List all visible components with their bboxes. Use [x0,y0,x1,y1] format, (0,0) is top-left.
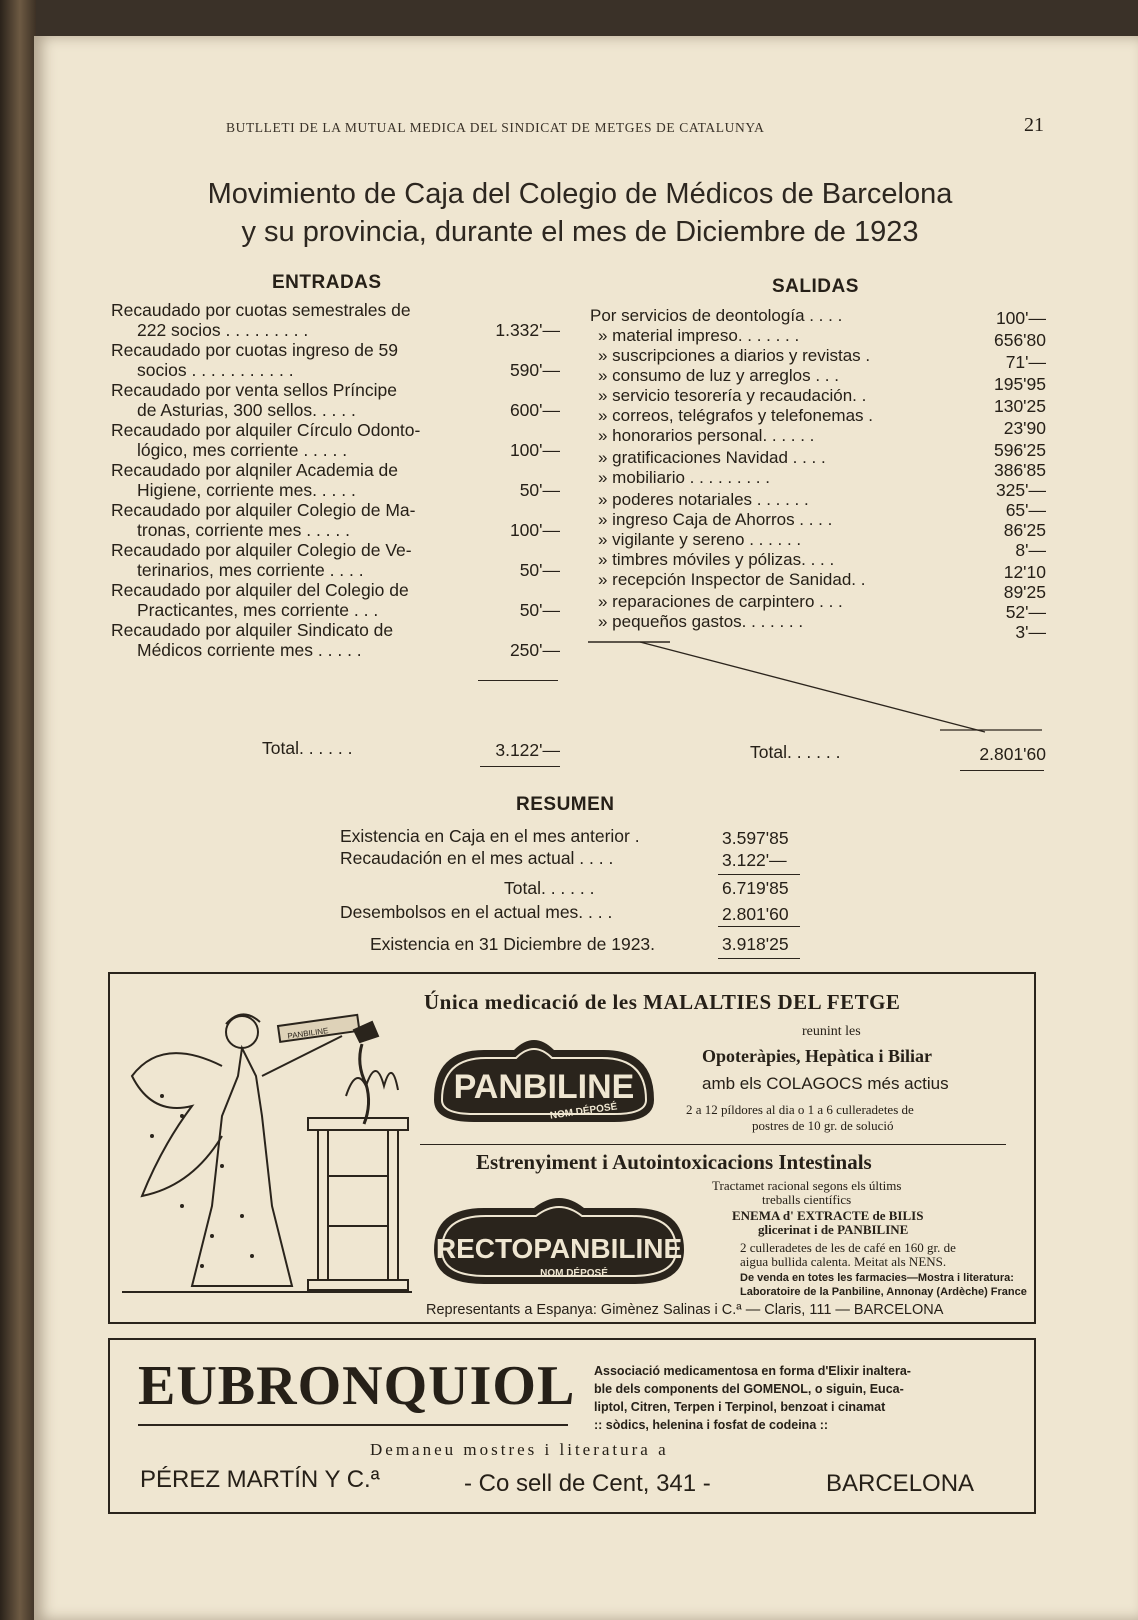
eubronquiol-address-city: BARCELONA [826,1470,975,1497]
entrada-line: 222 socios . . . . . . . . . [137,320,309,340]
panbiline-opoterapies: Opoteràpies, Hepàtica i Biliar [702,1046,932,1066]
rectopanbiline-brand: RECTOPANBILINE [435,1233,683,1264]
resumen-amount: 3.597'85 [722,828,789,848]
eubronquiol-brand-underline [138,1424,568,1426]
entrada-line: Recaudado por alquiler Sindicato de [111,620,394,640]
entrada-line: tronas, corriente mes . . . . . [137,520,350,540]
salida-amount: 3'— [1015,622,1046,642]
salida-label: » vigilante y sereno . . . . . . [598,530,802,549]
resumen-label: Existencia en Caja en el mes anterior . [340,826,640,846]
book-binding [0,0,36,1620]
entrada-line: Practicantes, mes corriente . . . [137,600,379,620]
entradas-heading: ENTRADAS [272,272,382,293]
salida-amount: 596'25 [993,440,1046,460]
salidas-total-amount: 2.801'60 [979,744,1046,764]
resumen-rule [718,874,800,875]
rectopanbiline-logo [424,1188,694,1294]
panbiline-logo [424,1030,664,1130]
entrada-line: Recaudado por alquiler del Colegio de [111,580,409,600]
panbiline-representants: Representants a Espanya: Gimènez Salinas i C.ª — Claris, 111 — BARCELONA [426,1302,944,1318]
eubronquiol-demaneu: Demaneu mostres i literatura a [370,1440,669,1459]
entrada-amount: 590'— [509,360,560,380]
rectopanbiline-enema-line-2: glicerinat i de PANBILINE [758,1222,909,1237]
eubronquiol-desc-line-2: ble dels components del GOMENOL, o siguin, Euca- [594,1382,904,1396]
entrada-amount: 100'— [509,440,560,460]
salida-amount: 12'10 [1003,562,1046,582]
salidas-heading: SALIDAS [772,276,859,297]
entrada-amount: 1.332'— [495,320,560,340]
salidas-total-underline [960,770,1044,771]
entrada-line: Recaudado por alquiler Colegio de Ve- [111,540,412,560]
salidas-total-label: Total. . . . . . [750,742,841,762]
entrada-line: Higiene, corriente mes. . . . . [137,480,356,500]
entrada-amount: 250'— [509,640,560,660]
salida-amount: 65'— [1005,500,1046,520]
resumen-amount: 6.719'85 [722,878,789,898]
eubronquiol-desc-line-1: Associació medicamentosa en forma d'Elixir inaltera- [594,1364,911,1378]
resumen-heading: RESUMEN [516,794,615,815]
panbiline-nom-depose: NOM DÉPOSÉ [549,1101,618,1122]
salida-label: » poderes notariales . . . . . . [598,490,809,509]
panbiline-reunint: reunint les [802,1024,861,1039]
salida-amount: 656'80 [993,330,1046,350]
salida-label: » material impreso. . . . . . . [598,326,800,345]
salida-amount: 386'85 [993,460,1046,480]
eubronquiol-desc-line-4: :: sòdics, helenina i fosfat de codeina :: [594,1418,829,1432]
eubronquiol-brand: EUBRONQUIOL [138,1355,576,1417]
entrada-line: Recaudado por alqniler Academia de [111,460,398,480]
entrada-amount: 100'— [509,520,560,540]
rectopanbiline-dose-line-1: 2 culleradetes de les de café en 160 gr. de [740,1240,956,1255]
resumen-label: Desembolsos en el actual mes. . . . [340,902,613,922]
salida-amount: 100'— [995,308,1046,328]
salida-amount: 195'95 [993,374,1046,394]
entrada-line: Médicos corriente mes . . . . . [137,640,362,660]
woman-pouring-figure-illustration [122,1006,412,1306]
rectopanbiline-tract-line-1: Tractamet racional segons els últims [712,1178,902,1193]
resumen-rule [718,926,800,927]
rectopanbiline-venda-line-1: De venda en totes les farmacies—Mostra i literatura: [740,1272,1014,1284]
title-line-1: Movimiento de Caja del Colegio de Médicos de Barcelona [207,178,953,210]
salida-label: » consumo de luz y arreglos . . . [598,366,839,385]
entrada-line: Recaudado por venta sellos Príncipe [111,380,398,400]
eubronquiol-desc-line-3: liptol, Citren, Terpen i Terpinol, benzoat i cinamat [594,1400,886,1414]
resumen-label: Total. . . . . . [504,878,595,898]
rectopanbiline-venda-line-2: Laboratoire de la Panbiline, Annonay (Ardèche) France [740,1286,1027,1298]
salida-label: » correos, telégrafos y telefonemas . [598,406,873,425]
rectopanbiline-enema-line-1: ENEMA d' EXTRACTE de BILIS [732,1208,924,1223]
rectopanbiline-nom-depose: NOM DÉPOSÉ [540,1268,608,1279]
entrada-line: socios . . . . . . . . . . . [137,360,294,380]
salida-label: » pequeños gastos. . . . . . . [598,612,804,631]
panbiline-colagocs: amb els COLAGOCS més actius [702,1074,949,1093]
resumen-amount: 3.918'25 [722,934,789,954]
panbiline-brand: PANBILINE [453,1068,635,1106]
entrada-line: Recaudado por alquiler Círculo Odonto- [111,420,421,440]
panbiline-headline-2: Estrenyiment i Autointoxicacions Intestinals [476,1150,872,1174]
panbiline-dose-line-2: postres de 10 gr. de solució [752,1118,894,1133]
panbiline-divider [420,1144,1006,1145]
resumen-label: Recaudación en el mes actual . . . . [340,848,614,868]
salida-label: » ingreso Caja de Ahorros . . . . [598,510,833,529]
eubronquiol-address-company: PÉREZ MARTÍN Y C.ª [140,1466,380,1493]
bottle-label: PANBILINE [286,1026,329,1041]
entrada-line: lógico, mes corriente . . . . . [137,440,348,460]
salida-label: » servicio tesorería y recaudación. . [598,386,867,405]
salida-amount: 52'— [1005,602,1046,622]
entradas-total-amount: 3.122'— [495,740,560,760]
resumen-label: Existencia en 31 Diciembre de 1923. [370,934,656,954]
salida-amount: 71'— [1005,352,1046,372]
panbiline-headline: Única medicació de les MALALTIES DEL FETGE [424,990,901,1014]
entrada-line: Recaudado por cuotas semestrales de [111,300,411,320]
entradas-total-underline [480,766,560,767]
salida-label: » honorarios personal. . . . . . [598,426,815,445]
panbiline-dose-line-1: 2 a 12 píldores al dia o 1 a 6 culleradetes de [686,1102,914,1117]
entradas-sum-rule [478,680,558,681]
salidas-diagonal-rule [580,630,1050,740]
entrada-line: Recaudado por cuotas ingreso de 59 [111,340,399,360]
entrada-amount: 50'— [519,560,560,580]
salida-amount: 89'25 [1003,582,1046,602]
salida-amount: 8'— [1015,540,1046,560]
entradas-total-label: Total. . . . . . [262,738,353,758]
salida-label: » suscripciones a diarios y revistas . [598,346,871,365]
salida-label: » reparaciones de carpintero . . . [598,592,843,611]
entrada-line: de Asturias, 300 sellos. . . . . [137,400,356,420]
page-number: 21 [1024,114,1044,136]
entrada-line: Recaudado por alquiler Colegio de Ma- [111,500,416,520]
salida-label: » recepción Inspector de Sanidad. . [598,570,866,589]
resumen-amount: 2.801'60 [722,904,789,924]
salida-amount: 23'90 [1003,418,1046,438]
entrada-line: terinarios, mes corriente . . . . [137,560,364,580]
salida-label: » gratificaciones Navidad . . . . [598,448,826,467]
resumen-final-underline [718,958,800,959]
title-line-2: y su provincia, durante el mes de Diciembre de 1923 [241,216,919,248]
rectopanbiline-dose-line-2: aigua bullida calenta. Meitat als NENS. [740,1254,947,1269]
resumen-amount: 3.122'— [722,850,787,870]
salida-amount: 86'25 [1003,520,1046,540]
salida-label: » timbres móviles y pólizas. . . . [598,550,835,569]
running-header: BUTLLETI DE LA MUTUAL MEDICA DEL SINDICAT DE METGES DE CATALUNYA [226,120,765,135]
salida-label: Por servicios de deontología . . . . [590,306,843,325]
entrada-amount: 600'— [509,400,560,420]
salida-amount: 130'25 [993,396,1046,416]
salida-amount: 325'— [995,480,1046,500]
entrada-amount: 50'— [519,480,560,500]
entrada-amount: 50'— [519,600,560,620]
rectopanbiline-tract-line-2: treballs científics [762,1192,852,1207]
eubronquiol-address-street: - Co sell de Cent, 341 - [464,1470,711,1497]
salida-label: » mobiliario . . . . . . . . . [598,468,770,487]
